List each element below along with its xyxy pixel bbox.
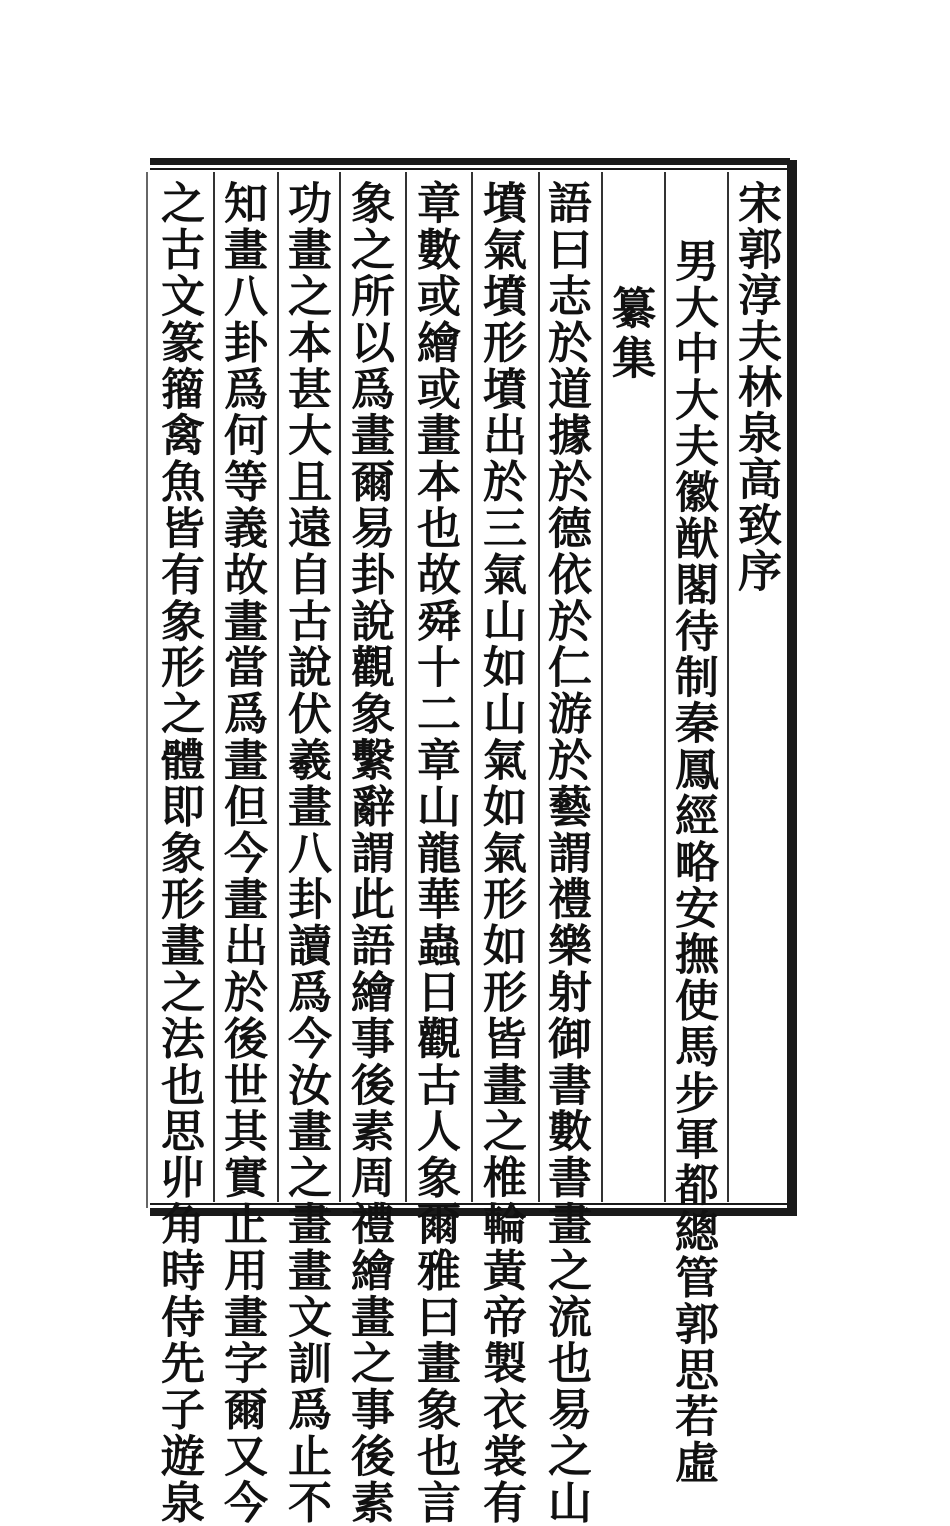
author-byline: 男大中大夫徽猷閣待制秦鳳經略安撫使馬步軍都總管郭思若虛 — [667, 238, 718, 1486]
frame-left-rule — [146, 172, 148, 1208]
text-column-6: 知畫八卦爲何等義故畫當爲畫但今畫出於後世其實止用畫字爾又今 — [216, 180, 267, 1526]
text-column-3: 章數或繪或畫本也故舜十二章山龍華蟲日觀古人象爾雅曰畫象也言 — [409, 180, 460, 1526]
text-column-7: 之古文篆籀禽魚皆有象形之體即象形畫之法也思丱角時侍先子遊泉 — [153, 180, 204, 1526]
text-column-1: 語曰志於道據於德依於仁游於藝謂禮樂射御書數書畫之流也易之山 — [540, 180, 591, 1526]
frame-top-rule — [150, 158, 790, 165]
section-label: 纂集 — [604, 285, 655, 385]
column-separator — [727, 172, 729, 1202]
frame-top-inner-rule — [150, 168, 790, 170]
column-separator — [405, 172, 407, 1202]
text-column-5: 功畫之本甚大且遠自古說伏羲畫八卦讀爲今汝畫之畫畫文訓爲止不 — [280, 180, 331, 1526]
column-separator — [601, 172, 603, 1202]
column-separator — [471, 172, 473, 1202]
column-separator — [664, 172, 666, 1202]
text-column-2: 墳氣墳形墳出於三氣山如山氣如氣形如形皆畫之椎輪黃帝製衣裳有 — [475, 180, 526, 1526]
column-separator — [213, 172, 215, 1202]
text-column-4: 象之所以爲畫爾易卦說觀象繫辭謂此語繪事後素周禮繪畫之事後素 — [343, 180, 394, 1526]
document-title: 宋郭淳夫林泉高致序 — [730, 180, 781, 594]
column-separator — [277, 172, 279, 1202]
frame-right-rule — [787, 160, 797, 1216]
column-separator — [339, 172, 341, 1202]
